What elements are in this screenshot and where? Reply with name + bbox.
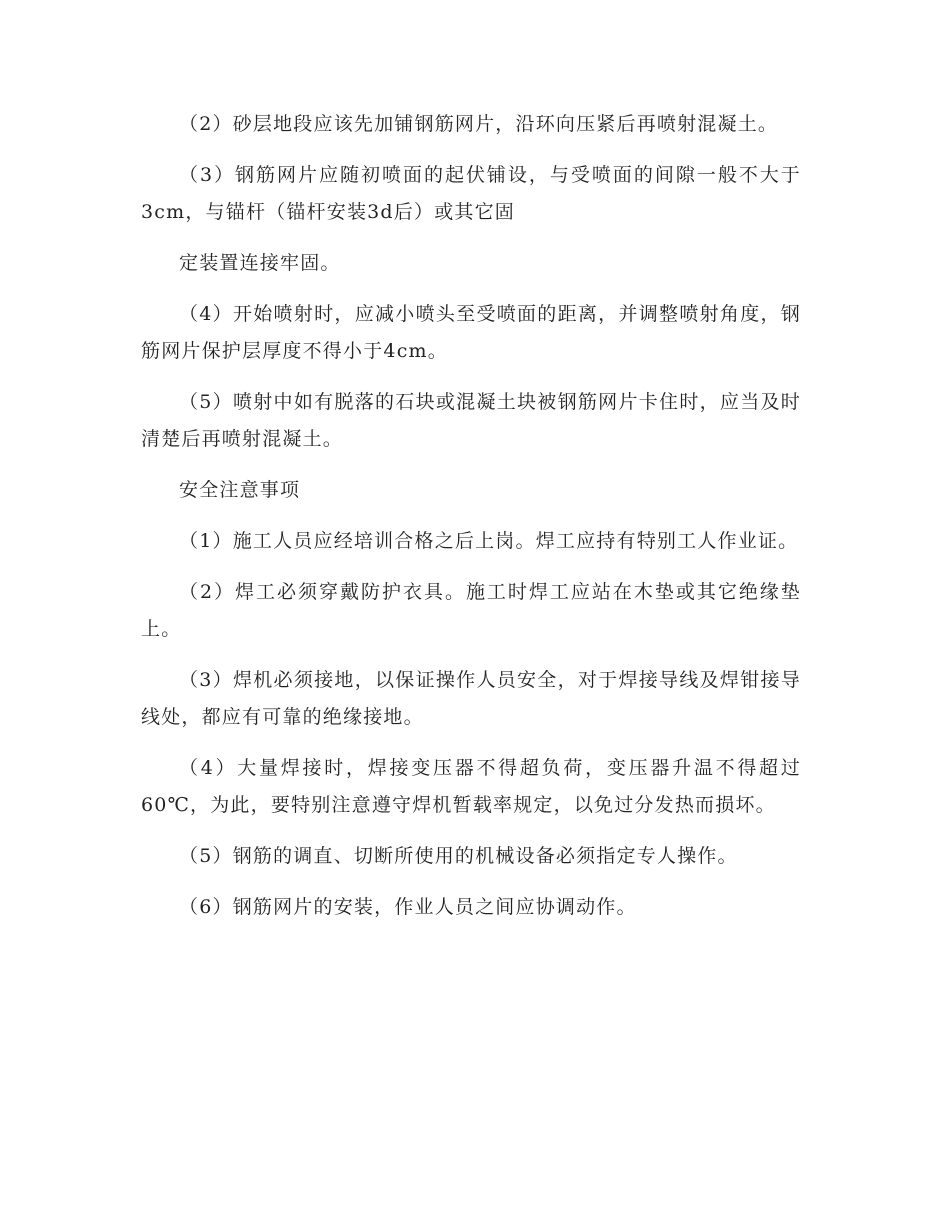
paragraph-mesh-laying: （3）钢筋网片应随初喷面的起伏铺设，与受喷面的间隙一般不大于3cm，与锚杆（锚杆安装3d后）或其它固 <box>141 164 801 223</box>
safety-item-protective-gear: （2）焊工必须穿戴防护衣具。施工时焊工应站在木垫或其它绝缘垫上。 <box>141 581 801 640</box>
document-body <box>141 106 801 940</box>
safety-item-grounding: （3）焊机必须接地，以保证操作人员安全，对于焊接导线及焊钳接导线处，都应有可靠的绝缘接地。 <box>141 669 801 728</box>
safety-item-machine-operator: （5）钢筋的调直、切断所使用的机械设备必须指定专人操作。 <box>179 845 738 867</box>
safety-item-training: （1）施工人员应经培训合格之后上岗。焊工应持有特别工人作业证。 <box>179 530 799 552</box>
paragraph-sand-layer: （2）砂层地段应该先加铺钢筋网片，沿环向压紧后再喷射混凝土。 <box>179 113 779 135</box>
paragraph-mesh-laying-continued: 定装置连接牢固。 <box>179 252 341 274</box>
safety-item-overload: （4）大量焊接时，焊接变压器不得超负荷，变压器升温不得超过60℃，为此，要特别注意遵守焊机暂载率规定，以免过分发热而损坏。 <box>141 757 801 816</box>
safety-item-mesh-installation: （6）钢筋网片的安装，作业人员之间应协调动作。 <box>179 896 637 918</box>
paragraph-spray-debris: （5）喷射中如有脱落的石块或混凝土块被钢筋网片卡住时，应当及时清楚后再喷射混凝土。 <box>141 391 801 450</box>
section-heading-safety: 安全注意事项 <box>179 479 301 501</box>
paragraph-spray-start: （4）开始喷射时，应减小喷头至受喷面的距离，并调整喷射角度，钢筋网片保护层厚度不得小于4cm。 <box>141 303 801 362</box>
